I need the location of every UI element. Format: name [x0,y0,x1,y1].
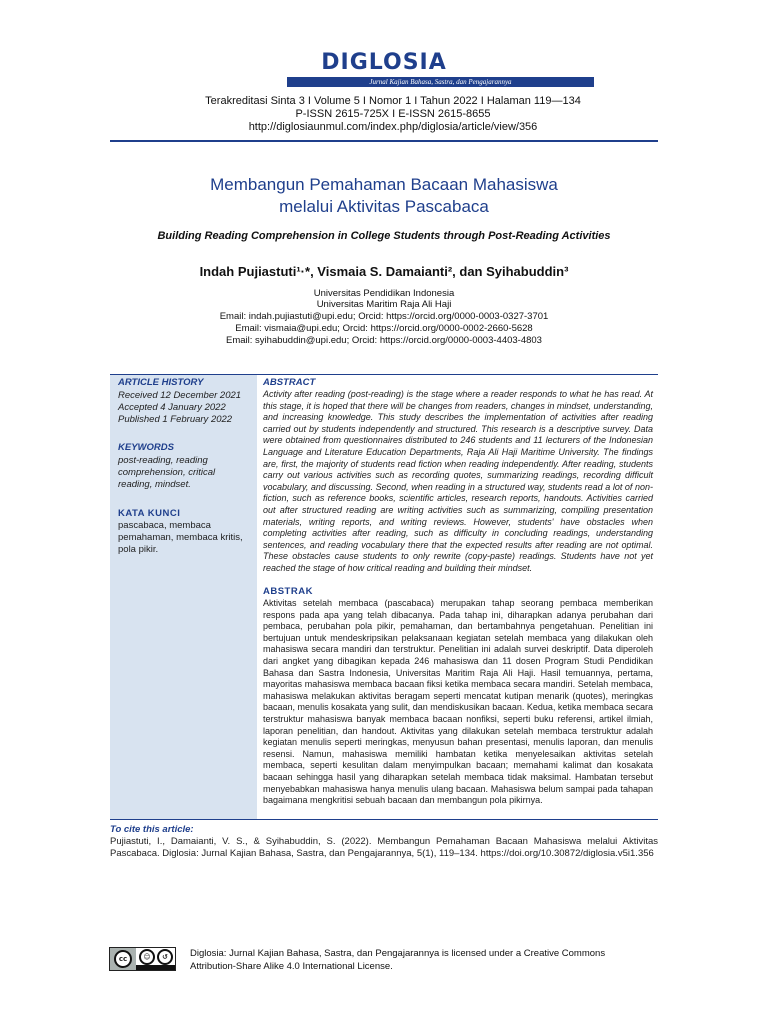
keyword-line: reading, mindset. [118,479,191,490]
accepted-date: Accepted 4 January 2022 [118,402,226,413]
journal-logo: DIGLOSIA [321,50,447,75]
abstract-body: Activity after reading (post-reading) is the stage where a reader responds to what he has read. At this stage, it is hoped that there will be changes from readers, changes in mindset, understanding, and increasing knowledge. This study describes the implementation of activities after reading carried out by students independently and structured. This research is a descriptive survey. Data were obtained from questionnaires distributed to 246 students and 11 lecturers of the Indonesian Language and Literature Education Departments, Raja Ali Haji Maritime University. The findings are, first, the majority of students read fiction when reading independently. After reading, students carry out various activities such as recording quotes, summarizing readings, recording difficult vocabulary, and discussing. Second, when reading in a structured way, students read a lot of non-fiction, such as reference books, scientific articles, research reports, handouts. Activities carried out after structured reading are writing activities such as summarizing, compiling presentation materials, writing reports, and writing reviews. However, students' have obstacles when completing activities after reading, such as difficulty in concluding readings, understanding sentences, and reading vocabulary there that the expected results after reading are not optimal. These obstacles cause students to only rewrite (copy-paste) readings. Students have not yet reached the stage of how critical reading and building their mindset. [263,389,653,573]
received-date: Received 12 December 2021 [118,390,242,401]
article-history-heading: ARTICLE HISTORY [118,377,204,388]
sa-share-icon: ↺ [157,949,173,965]
kata-kunci-line: pola pikir. [118,544,159,555]
author-email-2[interactable]: Email: vismaia@upi.edu; Orcid: https://orcid.org/0000-0002-2660-5628 [235,323,533,334]
affiliation-1: Universitas Pendidikan Indonesia [313,288,455,299]
journal-tagline: Jurnal Kajian Bahasa, Sastra, dan Pengajarannya [369,78,512,86]
english-title: Building Reading Comprehension in College Students through Post-Reading Activities [157,230,611,242]
kata-kunci-line: pemahaman, membaca kritis, [118,532,243,543]
cc-license-badge[interactable] [109,947,176,971]
abstrak-body: Aktivitas setelah membaca (pascabaca) merupakan tahap seorang pembaca memberikan respons pada apa yang telah dibacanya. Pada tahap ini, diharapkan adanya perubahan dari pembaca, perubahan pola pikir, pemahaman, dan bertambahnya pengetahuan. Penelitian ini bertujuan untuk mendeskripsikan pelaksanaan kegiatan setelah membaca yang dilakukan oleh mahasiswa secara mandiri dan terstruktur. Penelitian ini adalah survei deskriptif. Data diperoleh dari angket yang dibagikan kepada 246 mahasiswa dan 11 dosen Program Studi Pendidikan Bahasa dan Sastra Indonesia, Universitas Maritim Raja Ali Haji. Hasil temuannya, pertama, mayoritas mahasiswa membaca bacaan fiksi ketika membaca secara mandiri. Setelah membaca, mahasiswa melakukan aktivitas beragam seperti mencatat kutipan menarik (quotes), meringkas bacaan, menulis kosakata yang sulit, dan mendiskusikan bacaan. Kedua, ketika membaca secara terstruktur mahasiswa banyak membaca bacaan nonfiksi, seperti buku referensi, artikel ilmiah, laporan penelitian, dan handout. Aktivitas yang dilakukan setelah membaca terstruktur adalah kegiatan menulis seperti meringkas, menyusun bahan presentasi, menulis laporan, dan menulis resensi. Namun, mahasiswa memiliki hambatan ketika menyelesaikan aktivitas setelah membaca, seperti kesulitan dalam menyimpulkan bacaan; memahami kalimat dan kosakata bacaan sehingga hasil yang diharapkan setelah membaca tidak maksimal. Hambatan tersebut menyebabkan mahasiswa hanya menulis ulang bacaan. Mahasiswa belum sampai pada tahapan bagaimana mengkritisi sebuah bacaan dan membangun pola pikirnya. [263,598,653,806]
accreditation-line: Terakreditasi Sinta 3 I Volume 5 I Nomor 1 I Tahun 2022 I Halaman 119—134 [205,95,581,107]
published-date: Published 1 February 2022 [118,414,233,425]
author-email-1[interactable]: Email: indah.pujiastuti@upi.edu; Orcid: https://orcid.org/0000-0003-0327-3701 [219,311,549,322]
cc-icon: cc [114,950,132,968]
article-url[interactable]: http://diglosiaunmul.com/index.php/diglosia/article/view/356 [248,121,538,133]
keyword-line: post-reading, reading [118,455,208,466]
abstrak-heading: ABSTRAK [263,586,313,597]
license-line-1[interactable]: Diglosia: Jurnal Kajian Bahasa, Sastra, dan Pengajarannya is licensed under a Creative Commons [190,948,606,959]
keywords-heading: KEYWORDS [118,442,174,453]
abstract-heading: ABSTRACT [263,377,316,388]
article-title-line1: Membangun Pemahaman Bacaan Mahasiswa [210,175,558,194]
author-email-3[interactable]: Email: syihabuddin@upi.edu; Orcid: https://orcid.org/0000-0003-4403-4803 [226,335,542,346]
cc-label-strip [136,965,175,970]
affiliation-2: Universitas Maritim Raja Ali Haji [316,299,452,310]
citation-heading: To cite this article: [110,824,194,835]
by-person-icon: ☺ [139,949,155,965]
author-list: Indah Pujiastuti¹·*, Vismaia S. Damaianti², dan Syihabuddin³ [199,264,569,279]
kata-kunci-line: pascabaca, membaca [118,520,211,531]
keyword-line: comprehension, critical [118,467,216,478]
issn-line: P-ISSN 2615-725X I E-ISSN 2615-8655 [295,108,491,120]
citation-text: Pujiastuti, I., Damaianti, V. S., & Syihabuddin, S. (2022). Membangun Pemahaman Bacaan Mahasiswa melalui Aktivitas Pascabaca. Diglosia: Jurnal Kajian Bahasa, Sastra, dan Pengajarannya, 5(1), 119–134. https://doi.org/10.30872/diglosia.v5i1.356 [110,836,658,859]
kata-kunci-heading: KATA KUNCI [118,508,181,519]
header-divider [110,140,658,142]
license-line-2[interactable]: Attribution-Share Alike 4.0 International License. [190,961,393,972]
license-text [190,947,660,973]
article-title-line2: melalui Aktivitas Pascabaca [279,197,489,216]
infobox-bottom-rule [110,819,658,820]
